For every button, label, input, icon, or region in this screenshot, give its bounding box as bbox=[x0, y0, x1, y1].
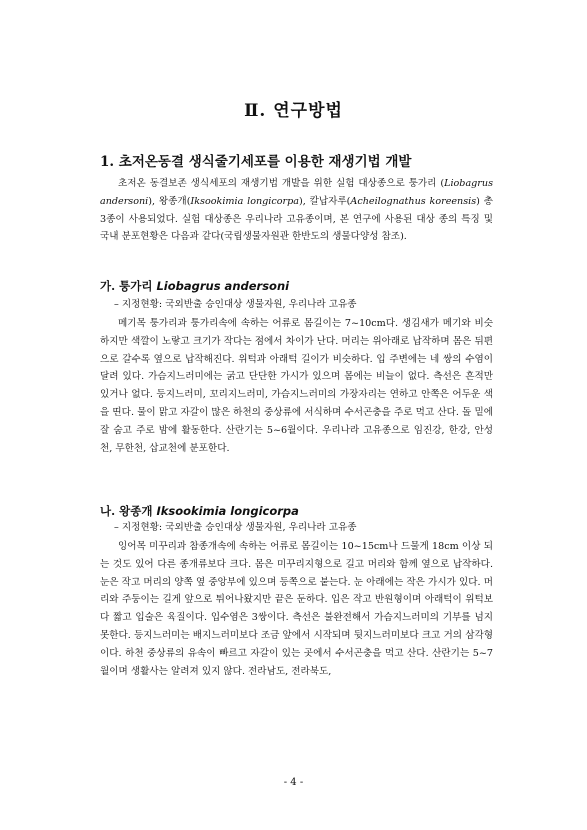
species-b-paragraph bbox=[100, 538, 493, 680]
subsection-title-b bbox=[100, 503, 500, 519]
species-name-iksookimia: Iksookimia longicorpa bbox=[190, 195, 299, 207]
subsection-title-a bbox=[100, 278, 500, 294]
intro-paragraph bbox=[100, 175, 493, 246]
intro-text-1: 초저온 동결보존 생식세포의 재생기법 개발을 위한 실험 대상종으로 퉁가리 ( bbox=[118, 178, 445, 189]
intro-text-4: ) 총 3종이 사용되었다. 실험 대상종은 우리나라 고유종이며, 본 연구에 사용된 대상 종의 특징 및 국내 분포현황은 다음과 같다(국립생물자원관 한반도의 생물다양성 참조). bbox=[100, 195, 493, 243]
species-b-text: 잉어목 미꾸리과 참종개속에 속하는 어류로 몸길이는 10~15cm나 드물게 18cm 이상 되는 것도 있어 다른 종개류보다 크다. 몸은 미꾸리지형으로 길고 머리와 함께 옆으로 납작하다. 눈은 작고 머리의 양쪽 옆 중앙부에 있으며 등쪽으로 붙는다. 눈 아래에는 작은 가시가 있다. 머리와 주둥이는 길게 앞으로 튀어나왔지만 끝은 둔하다. 입은 작고 반원형이며 아래턱이 위턱보다 짧고 입술은 육질이다. 입수염은 3쌍이다. 측선은 불완전해서 가슴지느러미의 기부를 넘지 못한다. 등지느러미는 배지느러미보다 조금 앞에서 시작되며 뒷지느러미보다 크고 거의 삼각형이다. 하천 중상류의 유속이 빠르고 자갈이 있는 곳에서 수서곤충을 먹고 산다. 산란기는 5~7월이며 생활사는 알려져 있지 않다. 전라남도, 전라북도, bbox=[100, 541, 493, 677]
intro-text-2: ), 왕종개( bbox=[148, 195, 191, 207]
chapter-title: Ⅱ. 연구방법 bbox=[244, 101, 343, 121]
subsection-a-latin: Liobagrus andersoni bbox=[156, 279, 290, 293]
species-a-text: 메기목 퉁가리과 퉁가리속에 속하는 어류로 몸길이는 7~10cm다. 생김새가 메기와 비슷하지만 색깔이 노랗고 크기가 작다는 점에서 차이가 난다. 머리는 위아래로 납작하며 몸은 뒤편으로 갈수록 옆으로 납작해진다. 위턱과 아래턱 길이가 비슷하다. 입 주변에는 네 쌍의 수염이 달려 있다. 가슴지느러미에는 굵고 단단한 가시가 있으며 몸에는 비늘이 없다. 측선은 흔적만 있거나 없다. 등지느러미, 꼬리지느러미, 가슴지느러미의 가장자리는 연하고 안쪽은 어두운 색을 띤다. 물이 맑고 자갈이 많은 하천의 중상류에 서식하며 수서곤충을 주로 먹고 산다. 돌 밑에 잘 숨고 주로 밤에 활동한다. 산란기는 5~6월이다. 우리나라 고유종으로 임진강, 한강, 안성천, 무한천, 삽교천에 분포한다. bbox=[100, 318, 493, 454]
intro-text-3: ), 칼납자루( bbox=[298, 195, 351, 207]
designation-status-b: – 지정현황: 국외반출 승인대상 생물자원, 우리나라 고유종 bbox=[114, 522, 357, 533]
species-name-liobagrus: Liobagrus andersoni bbox=[100, 178, 493, 207]
page-number: - 4 - bbox=[283, 777, 304, 788]
subsection-a-prefix: 가. 퉁가리 bbox=[100, 279, 157, 293]
species-name-acheilognathus: Acheilognathus koreensis bbox=[350, 195, 477, 207]
subsection-b-prefix: 나. 왕종개 bbox=[100, 504, 157, 518]
species-a-paragraph bbox=[100, 315, 493, 457]
subsection-b-latin: Iksookimia longicorpa bbox=[156, 504, 299, 518]
intro-text bbox=[100, 175, 493, 246]
section-title: 1. 초저온동결 생식줄기세포를 이용한 재생기법 개발 bbox=[100, 154, 412, 170]
designation-status-a: – 지정현황: 국외반출 승인대상 생물자원, 우리나라 고유종 bbox=[114, 299, 357, 310]
